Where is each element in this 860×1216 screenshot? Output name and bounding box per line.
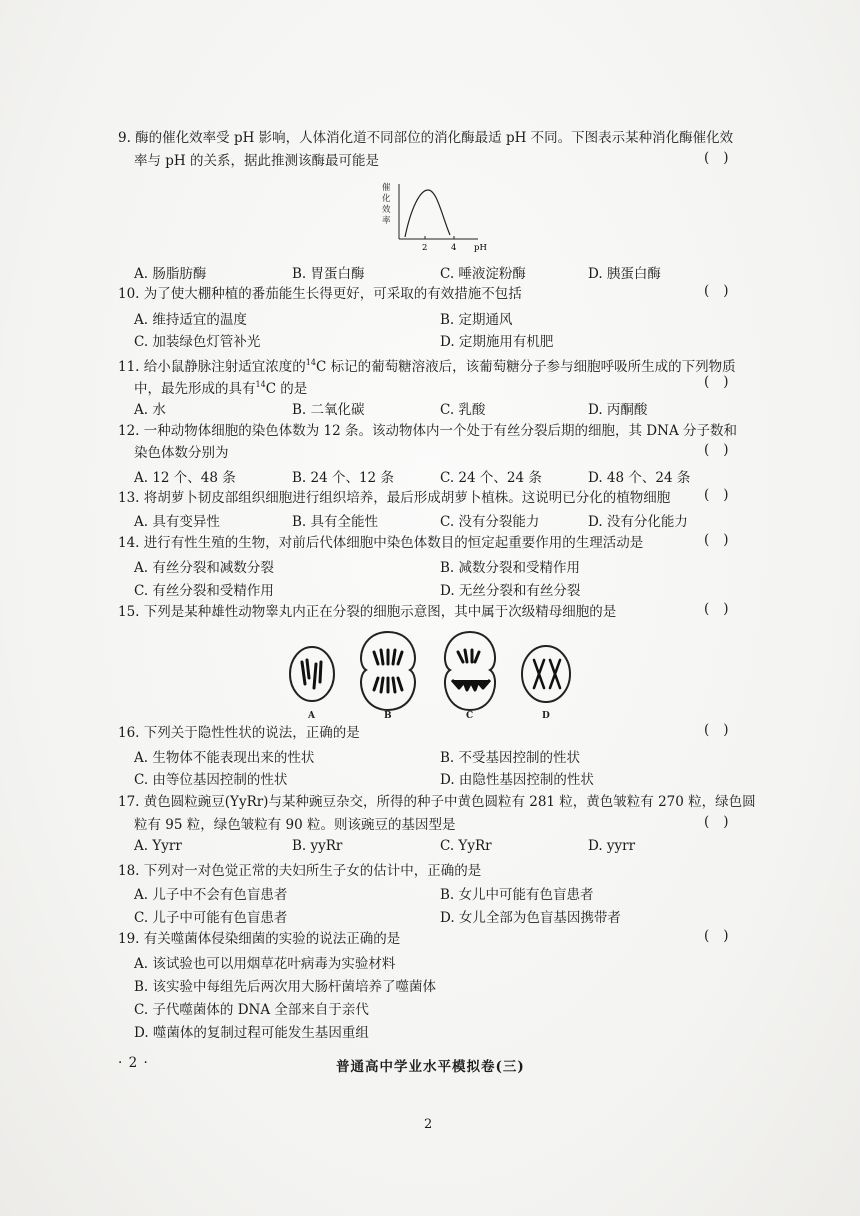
q18-option-b: B. 女儿中可能有色盲患者 — [440, 887, 594, 903]
q17-stem-line2: 粒有 95 粒，绿色皱粒有 90 粒。则该豌豆的基因型是 — [134, 817, 456, 833]
q11-option-c: C. 乳酸 — [440, 402, 486, 418]
q15-answer-paren: () — [704, 601, 743, 617]
cell-a-diagram — [290, 647, 334, 701]
q10-option-c: C. 加装绿色灯管补光 — [134, 334, 261, 350]
q13-option-d: D. 没有分化能力 — [588, 514, 688, 530]
q10-option-d: D. 定期施用有机肥 — [440, 334, 554, 350]
q19-answer-paren: () — [704, 928, 743, 944]
q19-stem: 19. 有关噬菌体侵染细菌的实验的说法正确的是 — [118, 931, 401, 947]
q11-option-b: B. 二氧化碳 — [292, 402, 365, 418]
cell-c-diagram — [445, 632, 495, 710]
q9-option-c: C. 唾液淀粉酶 — [440, 266, 526, 282]
q11-answer-paren: () — [704, 374, 743, 390]
q15-cell-diagrams — [278, 624, 578, 720]
q9-answer-paren: () — [704, 150, 743, 166]
q12-stem-line2: 染色体数分别为 — [134, 445, 229, 461]
q16-answer-paren: () — [704, 722, 743, 738]
q9-stem-line1: 9. 酶的催化效率受 pH 影响，人体消化道不同部位的消化酶最适 pH 不同。下图表示某种消化酶催化效 — [118, 130, 734, 146]
q16-stem: 16. 下列关于隐性性状的说法，正确的是 — [118, 725, 360, 741]
q19-option-a: A. 该试验也可以用烟草花叶病毒为实验材料 — [134, 956, 396, 972]
q12-stem-line1: 12. 一种动物体细胞的染色体数为 12 条。该动物体内一个处于有丝分裂后期的细胞，其 DNA 分子数和 — [118, 423, 737, 439]
q13-option-b: B. 具有全能性 — [292, 514, 379, 530]
q18-option-d: D. 女儿全部为色盲基因携带者 — [440, 910, 621, 926]
q9-option-a: A. 肠脂肪酶 — [134, 266, 207, 282]
q17-option-c: C. YyRr — [440, 838, 492, 854]
q16-option-b: B. 不受基因控制的性状 — [440, 750, 581, 766]
cell-b-diagram — [361, 632, 415, 710]
footer-exam-title: 普通高中学业水平模拟卷(三) — [336, 1059, 525, 1075]
graph-xlabel: pH — [474, 243, 487, 253]
q17-stem-line1: 17. 黄色圆粒豌豆(YyRr)与某种豌豆杂交，所得的种子中黄色圆粒有 281 粒，黄色皱粒有 270 粒，绿色圆 — [118, 794, 756, 810]
cell-d-diagram — [522, 646, 570, 702]
q11-stem-line1: 11. 给小鼠静脉注射适宜浓度的$^{14}$C 标记的葡萄糖溶液后，该葡萄糖分子参与细胞呼吸所生成的下列物质 — [118, 358, 736, 375]
q10-option-a: A. 维持适宜的温度 — [134, 312, 247, 328]
page-number: 2 — [424, 1117, 433, 1132]
q18-stem: 18. 下列对一对色觉正常的夫妇所生子女的估计中，正确的是 — [118, 863, 482, 879]
footer-page-marker: · 2 · — [118, 1055, 149, 1071]
graph-curve — [405, 190, 450, 237]
q14-option-c: C. 有丝分裂和受精作用 — [134, 583, 274, 599]
q16-option-c: C. 由等位基因控制的性状 — [134, 772, 288, 788]
q9-ph-graph — [378, 178, 498, 258]
q13-stem: 13. 将胡萝卜韧皮部组织细胞进行组织培养，最后形成胡萝卜植株。这说明已分化的植物细胞 — [118, 490, 671, 506]
graph-ylabel-4: 率 — [382, 216, 391, 226]
q11-option-d: D. 丙酮酸 — [588, 402, 648, 418]
q14-option-b: B. 减数分裂和受精作用 — [440, 560, 581, 576]
graph-xtick-2: 2 — [422, 243, 428, 253]
graph-ylabel-2: 化 — [382, 194, 391, 204]
q13-option-a: A. 具有变异性 — [134, 514, 220, 530]
cell-label-d: D — [542, 711, 550, 720]
graph-ylabel-1: 催 — [382, 183, 391, 193]
q14-option-d: D. 无丝分裂和有丝分裂 — [440, 583, 581, 599]
q9-option-b: B. 胃蛋白酶 — [292, 266, 365, 282]
q17-option-b: B. yyRr — [292, 838, 343, 854]
q19-option-c: C. 子代噬菌体的 DNA 全部来自于亲代 — [134, 1002, 369, 1018]
q12-option-c: C. 24 个、24 条 — [440, 470, 542, 486]
q16-option-d: D. 由隐性基因控制的性状 — [440, 772, 594, 788]
q13-option-c: C. 没有分裂能力 — [440, 514, 540, 530]
q13-answer-paren: () — [704, 487, 743, 503]
q9-stem-line2: 率与 pH 的关系，据此推测该酶最可能是 — [134, 153, 379, 169]
graph-xtick-4: 4 — [451, 243, 457, 253]
graph-ylabel-3: 效 — [382, 205, 391, 215]
q11-option-a: A. 水 — [134, 402, 166, 418]
q15-stem: 15. 下列是某种雄性动物睾丸内正在分裂的细胞示意图，其中属于次级精母细胞的是 — [118, 604, 617, 620]
q9-option-d: D. 胰蛋白酶 — [588, 266, 661, 282]
q19-option-b: B. 该实验中每组先后两次用大肠杆菌培养了噬菌体 — [134, 979, 437, 995]
q14-stem: 14. 进行有性生殖的生物，对前后代体细胞中染色体数目的恒定起重要作用的生理活动是 — [118, 535, 644, 551]
q16-option-a: A. 生物体不能表现出来的性状 — [134, 750, 315, 766]
q12-option-b: B. 24 个、12 条 — [292, 470, 394, 486]
cell-label-b: B — [384, 711, 392, 720]
q12-option-d: D. 48 个、24 条 — [588, 470, 691, 486]
q18-option-a: A. 儿子中不会有色盲患者 — [134, 887, 288, 903]
q17-option-a: A. Yyrr — [134, 838, 182, 854]
q14-option-a: A. 有丝分裂和减数分裂 — [134, 560, 274, 576]
cell-label-c: C — [466, 711, 474, 720]
q19-option-d: D. 噬菌体的复制过程可能发生基因重组 — [134, 1025, 369, 1041]
q10-stem: 10. 为了使大棚种植的番茄能生长得更好，可采取的有效措施不包括 — [118, 286, 522, 302]
q14-answer-paren: () — [704, 532, 743, 548]
q17-option-d: D. yyrr — [588, 838, 636, 854]
q18-option-c: C. 儿子中可能有色盲患者 — [134, 910, 288, 926]
q12-option-a: A. 12 个、48 条 — [134, 470, 236, 486]
cell-label-a: A — [308, 711, 315, 720]
q10-option-b: B. 定期通风 — [440, 312, 513, 328]
q10-answer-paren: () — [704, 283, 743, 299]
q11-stem-line2: 中，最先形成的具有$^{14}$C 的是 — [134, 380, 308, 397]
q17-answer-paren: () — [704, 814, 743, 830]
q12-answer-paren: () — [704, 442, 743, 458]
